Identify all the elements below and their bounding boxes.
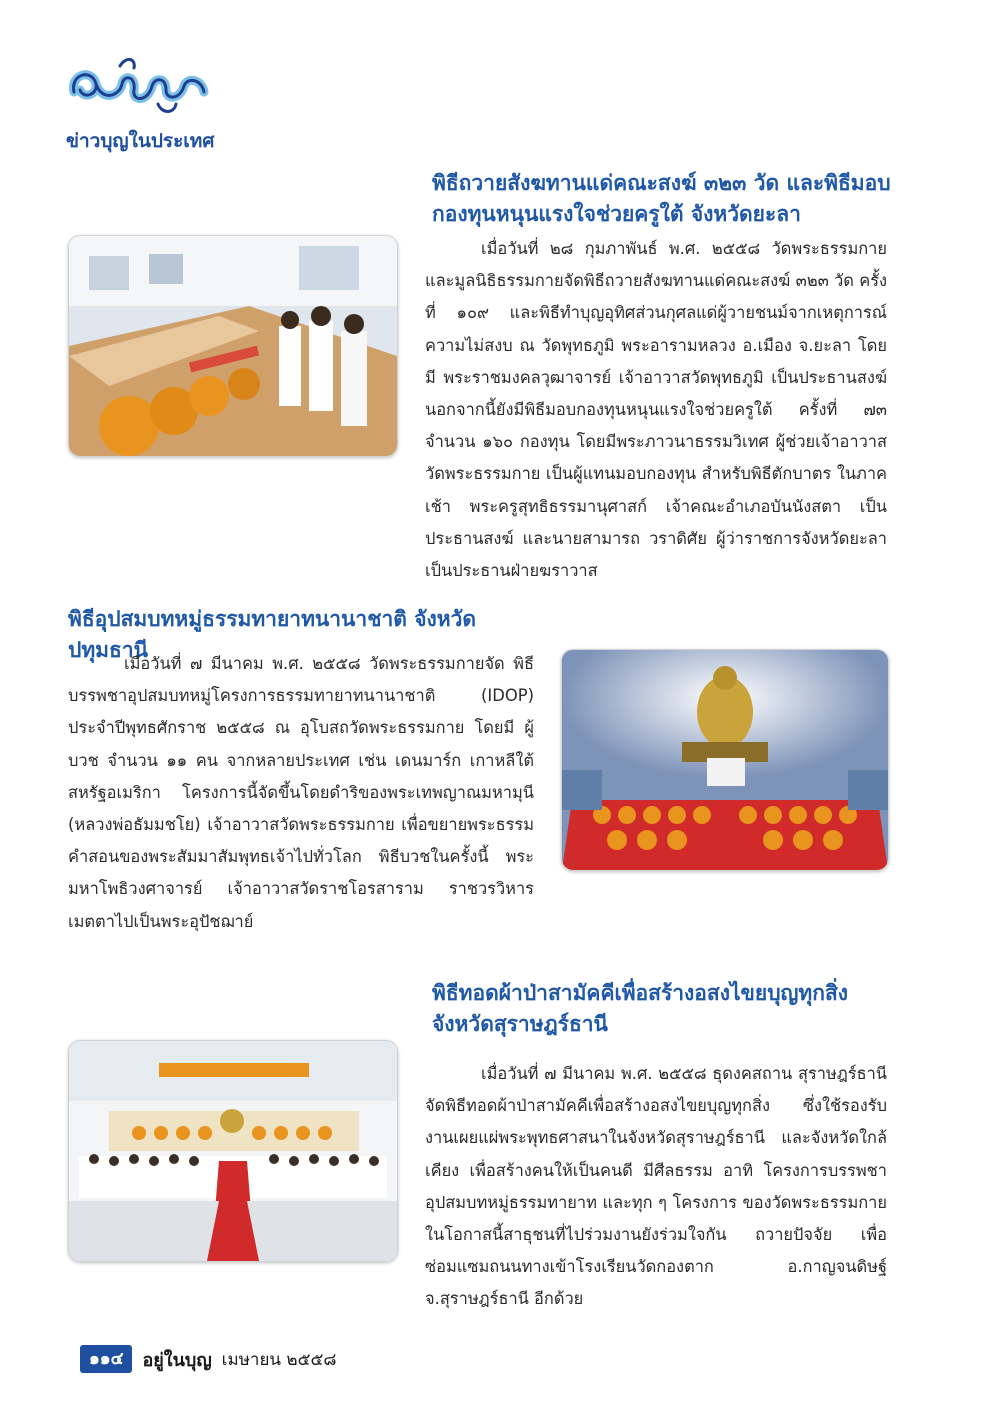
section-label: ข่าวบุญในประเทศ	[66, 130, 215, 152]
article-3-title	[432, 978, 902, 1040]
article-1-title-line: กองทุนหนุนแรงใจช่วยครูใต้ จังหวัดยะลา	[432, 202, 801, 226]
article-3-title-line: พิธีทอดผ้าป่าสามัคคีเพื่อสร้างอสงไขยบุญทุกสิ่ง	[432, 981, 849, 1005]
article-1-body	[425, 233, 887, 589]
article-3-body	[425, 1058, 887, 1324]
article-1-title-line: พิธีถวายสังฆทานแด่คณะสงฆ์ ๓๒๓ วัด และพิธีมอบ	[432, 171, 891, 195]
article-1-title	[432, 168, 902, 230]
magazine-name: อยู่ในบุญ	[142, 1349, 212, 1371]
page-footer	[80, 1344, 336, 1374]
article-1-paragraph: เมื่อวันที่ ๒๘ กุมภาพันธ์ พ.ศ. ๒๕๕๘ วัดพระธรรมกาย และมูลนิธิธรรมกายจัดพิธีถวายสังฆทานแด่คณะสงฆ์ ๓๒๓ วัด ครั้งที่ ๑๐๙ และพิธีทำบุญอุทิศส่วนกุศลแด่ผู้วายชนม์จากเหตุการณ์ ความไม่สงบ ณ วัดพุทธภูมิ พระอารามหลวง อ.เมือง จ.ยะลา โดยมี พระราชมงคลวุฒาจารย์ เจ้าอาวาสวัดพุทธภูมิ เป็นประธานสงฆ์ นอกจากนี้ยังมีพิธีมอบกองทุนหนุนแรงใจช่วยครูใต้ ครั้งที่ ๗๓ จำนวน ๑๖๐ กองทุน โดยมีพระภาวนาธรรมวิเทศ ผู้ช่วยเจ้าอาวาส วัดพระธรรมกาย เป็นผู้แทนมอบกองทุน สำหรับพิธีตักบาตร ในภาคเช้า พระครูสุทธิธรรมานุศาสก์ เจ้าคณะอำเภอบันนังสตา เป็นประธานสงฆ์ และนายสามารถ วราดิศัย ผู้ว่าราชการจังหวัดยะลา เป็นประธานฝ่ายฆราวาส	[425, 239, 887, 581]
article-2-body	[68, 648, 534, 948]
page-number: ๑๑๔	[80, 1345, 132, 1373]
article-2-paragraph: เมื่อวันที่ ๗ มีนาคม พ.ศ. ๒๕๕๘ วัดพระธรรมกายจัด พิธีบรรพชาอุปสมบทหมู่โครงการธรรมทายาทนานาชาติ (IDOP) ประจำปีพุทธศักราช ๒๕๕๘ ณ อุโบสถวัดพระธรรมกาย โดยมี ผู้บวช จำนวน ๑๑ คน จากหลายประเทศ เช่น เดนมาร์ก เกาหลีใต้ สหรัฐอเมริกา โครงการนี้จัดขึ้นโดยดำริของพระเทพญาณมหามุนี (หลวงพ่อธัมมชโย) เจ้าอาวาสวัดพระธรรมกาย เพื่อขยายพระธรรม คำสอนของพระสัมมาสัมพุทธเจ้าไปทั่วโลก พิธีบวชในครั้งนี้ พระมหาโพธิวงศาจารย์ เจ้าอาวาสวัดราชโอรสาราม ราชวรวิหาร เมตตาไปเป็นพระอุปัชฌาย์	[68, 654, 534, 931]
article-3-paragraph: เมื่อวันที่ ๗ มีนาคม พ.ศ. ๒๕๕๘ ธุดงคสถาน สุราษฎร์ธานีจัดพิธีทอดผ้าป่าสามัคคีเพื่อสร้างอสงไขยบุญทุกสิ่ง ซึ่งใช้รองรับงานเผยแผ่พระพุทธศาสนาในจังหวัดสุราษฎร์ธานี และจังหวัดใกล้เคียง เพื่อสร้างคนให้เป็นคนดี มีศีลธรรม อาทิ โครงการบรรพชาอุปสมบทหมู่ธรรมทายาท และทุก ๆ โครงการ ของวัดพระธรรมกาย ในโอกาสนี้สาธุชนที่ไปร่วมงานยังร่วมใจกัน ถวายปัจจัย เพื่อซ่อมแซมถนนทางเข้าโรงเรียนวัดกองตาก อ.กาญจนดิษฐ์ จ.สุราษฎร์ธานี อีกด้วย	[425, 1064, 887, 1309]
article-1-photo	[68, 235, 398, 457]
magazine-logo	[62, 46, 222, 120]
article-3-photo	[68, 1040, 398, 1262]
article-2-title-line: พิธีอุปสมบทหมู่ธรรมทายาทนานาชาติ จังหวัดปทุมธานี	[68, 607, 477, 662]
article-3-title-line: จังหวัดสุราษฎร์ธานี	[432, 1012, 608, 1036]
article-2-photo	[561, 649, 889, 871]
issue-date: เมษายน ๒๕๕๘	[221, 1349, 337, 1370]
